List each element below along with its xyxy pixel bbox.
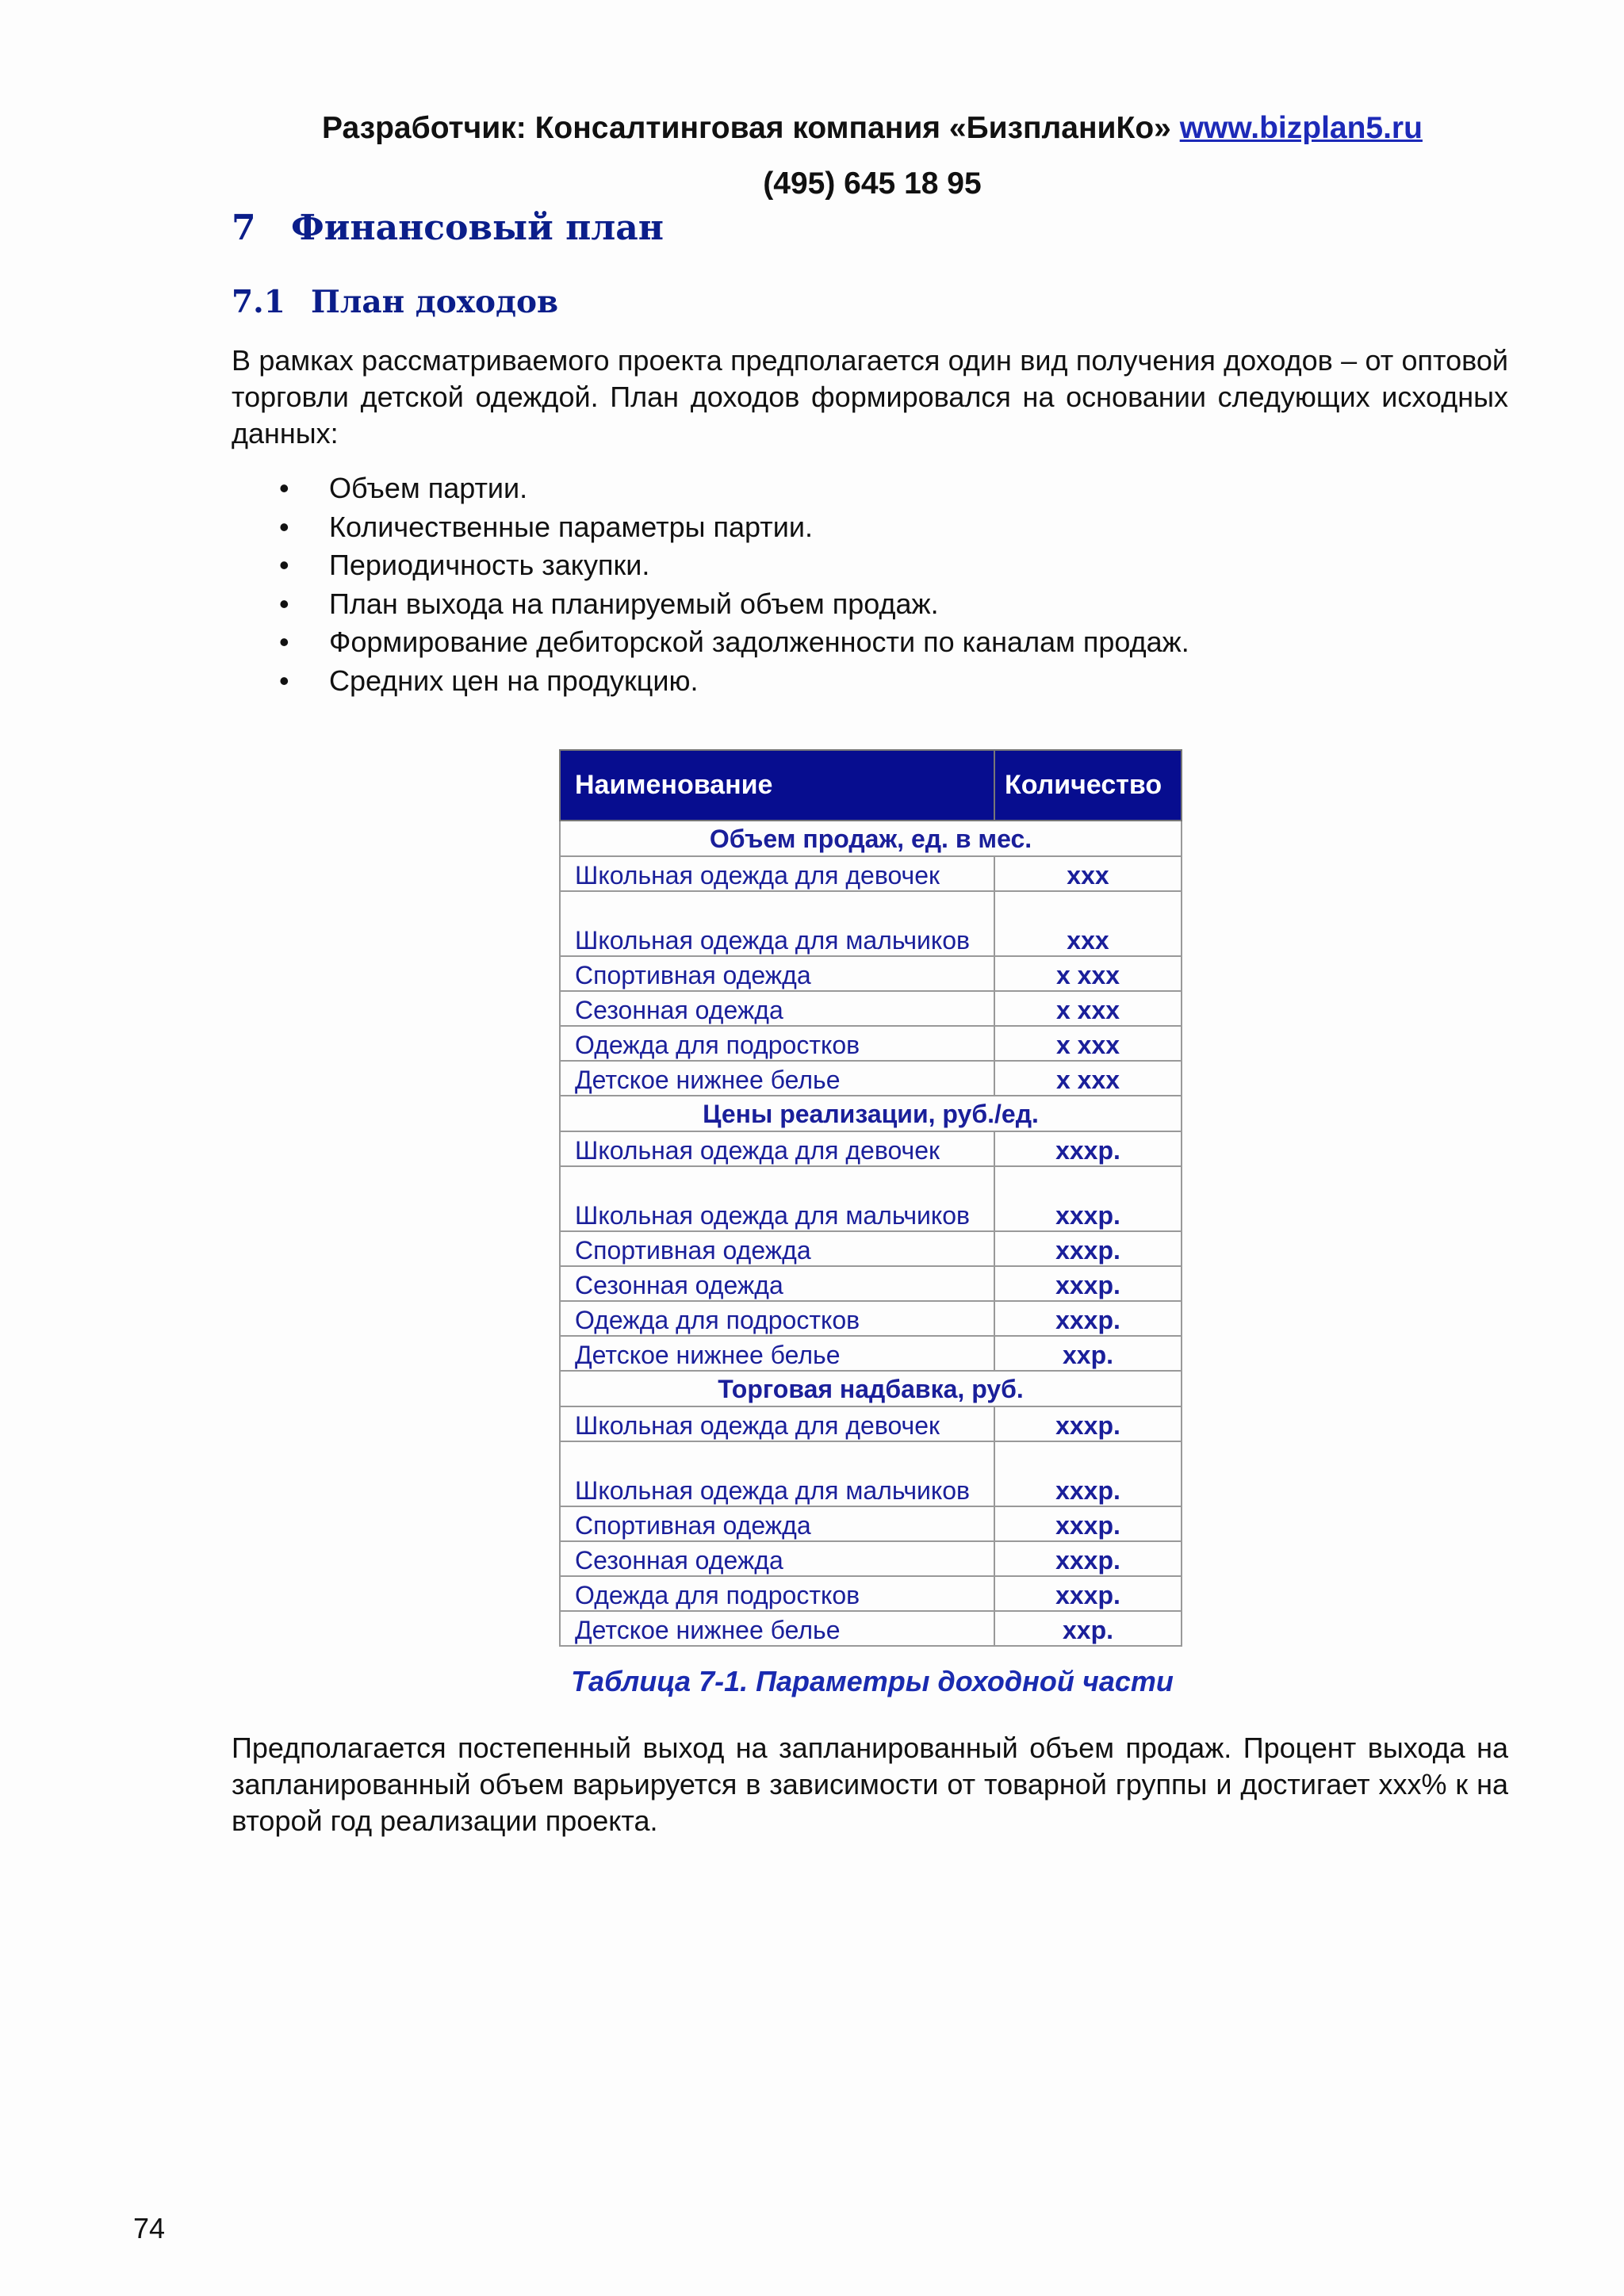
bullet-item: • Количественные параметры партии. xyxy=(232,508,1189,547)
row-name: Школьная одежда для мальчиков xyxy=(560,891,994,956)
bullet-item: • Объем партии. xyxy=(232,469,1189,508)
table-section-title: Торговая надбавка, руб. xyxy=(560,1371,1182,1406)
row-value: хххр. xyxy=(994,1576,1182,1611)
table-row xyxy=(560,1266,1182,1301)
bullet-item: • Периодичность закупки. xyxy=(232,546,1189,585)
row-value: ххр. xyxy=(994,1611,1182,1646)
row-name: Школьная одежда для девочек xyxy=(560,1406,994,1441)
table-section-row xyxy=(560,1096,1182,1131)
bullet-item: • Формирование дебиторской задолженности по каналам продаж. xyxy=(232,623,1189,662)
row-name: Спортивная одежда xyxy=(560,956,994,991)
row-name: Одежда для подростков xyxy=(560,1301,994,1336)
table-row xyxy=(560,1506,1182,1541)
row-value: х ххх xyxy=(994,991,1182,1026)
bullet-item: • Средних цен на продукцию. xyxy=(232,662,1189,701)
row-name: Школьная одежда для мальчиков xyxy=(560,1441,994,1506)
table-row xyxy=(560,1131,1182,1166)
table-row xyxy=(560,1231,1182,1266)
row-value: хххр. xyxy=(994,1506,1182,1541)
section-number: 7 xyxy=(232,208,256,248)
table-section-row xyxy=(560,1371,1182,1406)
table-row xyxy=(560,1166,1182,1231)
table-section-row xyxy=(560,821,1182,856)
intro-paragraph: В рамках рассматриваемого проекта предполагается один вид получения доходов – от оптовой торговли детской одеждой. План доходов формировался на основании следующих исходных данных: xyxy=(232,344,1508,450)
row-name: Сезонная одежда xyxy=(560,1266,994,1301)
table-row xyxy=(560,1026,1182,1061)
subsection-title: План доходов xyxy=(311,284,559,320)
row-value: х ххх xyxy=(994,956,1182,991)
table-section-title: Объем продаж, ед. в мес. xyxy=(560,821,1182,856)
row-value: хххр. xyxy=(994,1406,1182,1441)
table-row xyxy=(560,991,1182,1026)
row-value: хххр. xyxy=(994,1231,1182,1266)
table-row xyxy=(560,1441,1182,1506)
table-header-row xyxy=(560,750,1182,821)
table-row xyxy=(560,1301,1182,1336)
row-name: Одежда для подростков xyxy=(560,1576,994,1611)
table-row xyxy=(560,1611,1182,1646)
subsection-number: 7.1 xyxy=(232,284,285,320)
page-header-phone: (495) 645 18 95 xyxy=(763,166,982,201)
table-row xyxy=(560,856,1182,891)
table-row xyxy=(560,1336,1182,1371)
column-header-name: Наименование xyxy=(560,750,994,821)
row-name: Школьная одежда для девочек xyxy=(560,856,994,891)
table-caption: Таблица 7-1. Параметры доходной части xyxy=(571,1665,1174,1697)
page-number: 74 xyxy=(133,2212,166,2244)
row-value: хххр. xyxy=(994,1166,1182,1231)
row-name: Сезонная одежда xyxy=(560,991,994,1026)
section-heading xyxy=(232,208,664,248)
row-value: хххр. xyxy=(994,1441,1182,1506)
page-header-developer xyxy=(0,111,1624,146)
table-row xyxy=(560,1541,1182,1576)
column-header-quantity: Количество xyxy=(994,750,1182,821)
table-row xyxy=(560,1576,1182,1611)
website-link[interactable]: www.bizplan5.ru xyxy=(1179,111,1423,145)
row-value: х ххх xyxy=(994,1061,1182,1096)
table-row xyxy=(560,1406,1182,1441)
table-row xyxy=(560,1061,1182,1096)
row-value: хххр. xyxy=(994,1541,1182,1576)
row-value: ххх xyxy=(994,891,1182,956)
table-row xyxy=(560,891,1182,956)
row-name: Школьная одежда для мальчиков xyxy=(560,1166,994,1231)
row-name: Сезонная одежда xyxy=(560,1541,994,1576)
row-name: Спортивная одежда xyxy=(560,1506,994,1541)
row-value: х ххх xyxy=(994,1026,1182,1061)
section-title: Финансовый план xyxy=(291,208,665,248)
row-value: хххр. xyxy=(994,1266,1182,1301)
row-name: Детское нижнее белье xyxy=(560,1611,994,1646)
closing-paragraph: Предполагается постепенный выход на запланированный объем продаж. Процент выхода на запланированный объем варьируется в зависимости от товарной группы и достигает ххх% к на второй год реализации проекта. xyxy=(232,1732,1508,1837)
bullet-item: • План выхода на планируемый объем продаж. xyxy=(232,585,1189,624)
row-value: ххх xyxy=(994,856,1182,891)
row-name: Спортивная одежда xyxy=(560,1231,994,1266)
row-name: Одежда для подростков xyxy=(560,1026,994,1061)
row-name: Детское нижнее белье xyxy=(560,1061,994,1096)
row-name: Детское нижнее белье xyxy=(560,1336,994,1371)
bullet-list xyxy=(232,469,1189,700)
row-value: хххр. xyxy=(994,1301,1182,1336)
table-section-title: Цены реализации, руб./ед. xyxy=(560,1096,1182,1131)
developer-text: Разработчик: Консалтинговая компания «БизпланиКо» xyxy=(322,111,1171,145)
row-value: ххр. xyxy=(994,1336,1182,1371)
table-row xyxy=(560,956,1182,991)
subsection-heading xyxy=(232,284,558,320)
row-name: Школьная одежда для девочек xyxy=(560,1131,994,1166)
income-parameters-table xyxy=(559,749,1182,1647)
row-value: хххр. xyxy=(994,1131,1182,1166)
